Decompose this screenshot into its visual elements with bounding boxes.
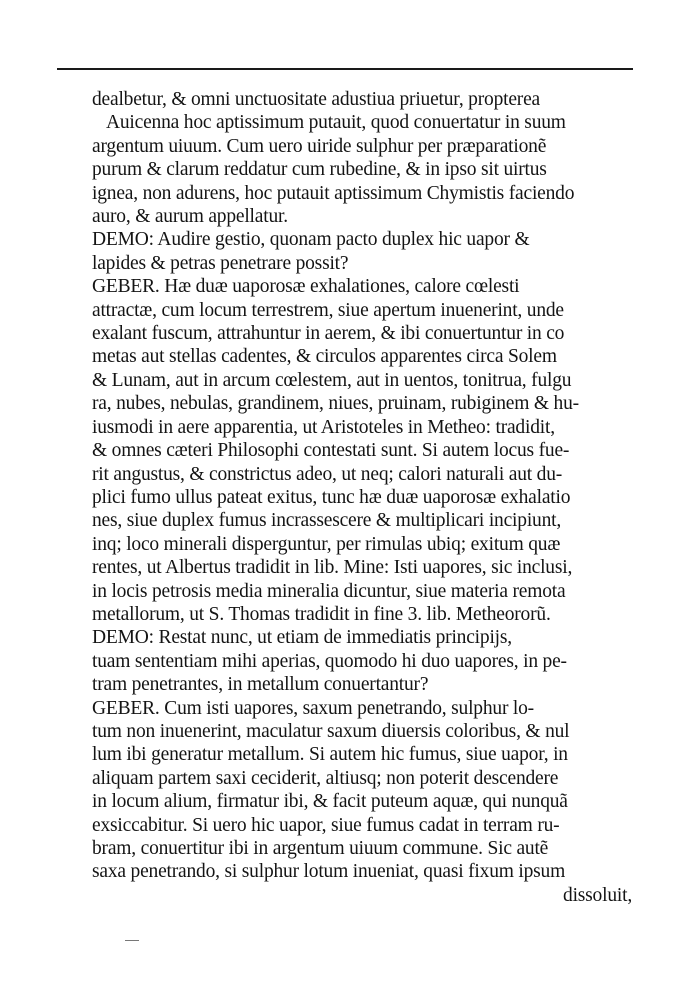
text-line: bram, conuertitur ibi in argentum uiuum commune. Sic autẽ [92,838,549,859]
dialogue-line-geber: GEBER. Cum isti uapores, saxum penetrando, sulphur lo- [92,697,534,719]
text-line: argentum uiuum. Cum uero uiride sulphur per præparationẽ [92,135,547,157]
text-line: & omnes cæteri Philosophi contestati sunt. Si autem locus fue- [92,440,570,462]
header-rule [57,68,633,70]
text-line: Auicenna hoc aptissimum putauit, quod conuertatur in suum [106,112,566,134]
text-line: ra, nubes, nebulas, grandinem, niues, pruinam, rubiginem & hu- [92,393,579,415]
text-line: lapides & petras penetrare possit? [92,252,349,274]
text-line: exalant fuscum, attrahuntur in aerem, & ibi conuertuntur in co [92,323,565,345]
body-text [92,88,640,907]
catchword-line: dissoluit, [563,884,632,906]
text-line: metas aut stellas cadentes, & circulos apparentes circa Solem [92,346,557,368]
text-line: & Lunam, aut in arcum cœlestem, aut in uentos, tonitrua, fulgu [92,369,572,391]
text-line: in locis petrosis media mineralia dicuntur, siue materia remota [92,580,566,602]
text-line: lum ibi generatur metallum. Si autem hic fumus, siue uapor, in [92,744,568,766]
text-line: attractæ, cum locum terrestrem, siue apertum inuenerint, unde [92,299,564,321]
text-line: exsiccabitur. Si uero hic uapor, siue fumus cadat in terram ru- [92,814,560,836]
text-line: tuam sententiam mihi aperias, quomodo hi duo uapores, in pe- [92,650,567,672]
text-line: metallorum, ut S. Thomas tradidit in fine 3. lib. Metheororũ. [92,603,551,625]
text-line: dealbetur, & omni unctuositate adustiua priuetur, propterea [92,89,540,110]
text-line: auro, & aurum appellatur. [92,206,288,228]
text-line: aliquam partem saxi ceciderit, altiusq; non poterit descendere [92,767,559,789]
dialogue-line-demo: DEMO: Restat nunc, ut etiam de immediatis principijs, [92,627,512,649]
dialogue-line-geber: GEBER. Hæ duæ uaporosæ exhalationes, calore cœlesti [92,276,520,298]
text-line: inq; loco minerali disperguntur, per rimulas ubiq; exitum quæ [92,533,561,555]
dialogue-line-demo: DEMO: Audire gestio, quonam pacto duplex hic uapor & [92,229,530,251]
text-line: rentes, ut Albertus tradidit in lib. Mine: Isti uapores, sic inclusi, [92,557,573,579]
text-line: plici fumo ullus pateat exitus, tunc hæ duæ uaporosæ exhalatio [92,486,571,508]
text-line: ignea, non adurens, hoc putauit aptissimum Chymistis faciendo [92,182,575,204]
text-line: purum & clarum reddatur cum rubedine, & in ipso sit uirtus [92,159,547,181]
ink-mark [125,940,139,941]
text-line: tram penetrantes, in metallum conuertantur? [92,674,429,696]
text-line: in locum alium, firmatur ibi, & facit puteum aquæ, qui nunquã [92,791,568,813]
text-line: iusmodi in aere apparentia, ut Aristoteles in Metheo: tradidit, [92,416,555,438]
text-line: saxa penetrando, si sulphur lotum inueniat, quasi fixum ipsum [92,861,566,883]
text-line: nes, siue duplex fumus incrassescere & multiplicari incipiunt, [92,510,562,532]
text-line: tum non inuenerint, maculatur saxum diuersis coloribus, & nul [92,720,570,742]
text-line: rit angustus, & constrictus adeo, ut neq; calori naturali aut du- [92,463,563,485]
